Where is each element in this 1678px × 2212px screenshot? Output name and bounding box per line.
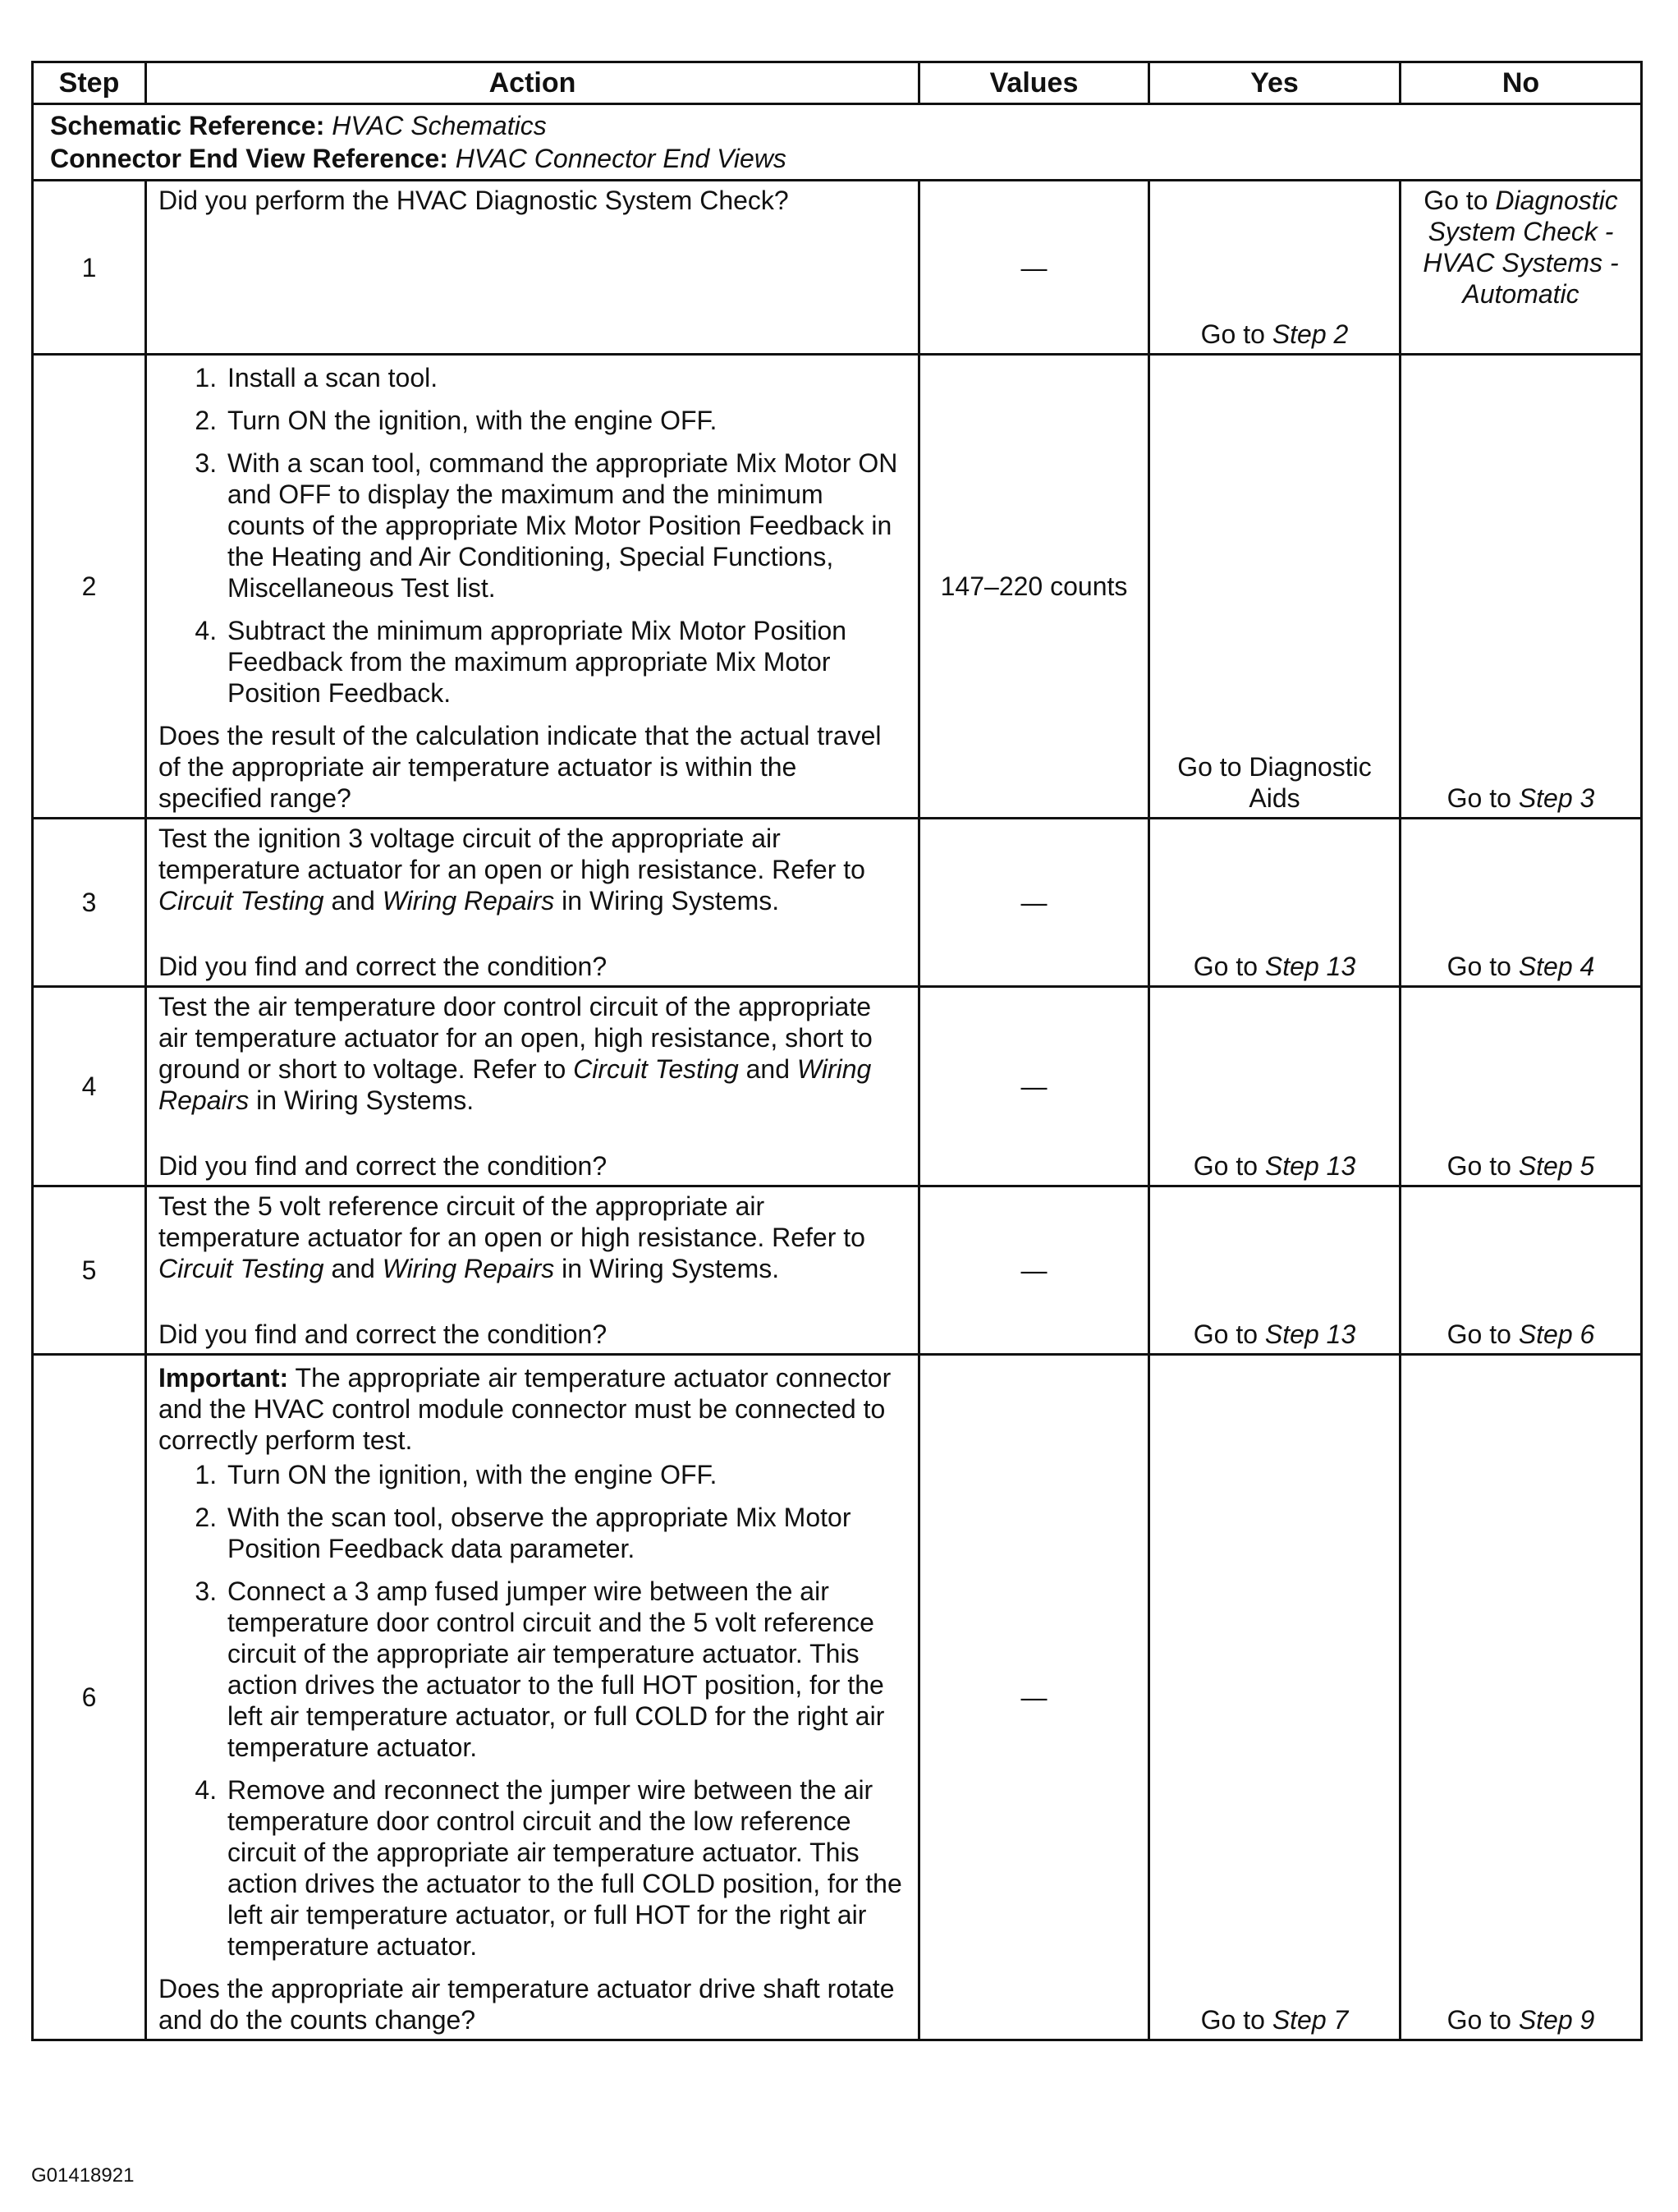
step-number: 6 xyxy=(33,1355,146,2040)
reference-row xyxy=(33,104,1642,181)
value-cell: — xyxy=(919,181,1149,355)
yes-cell: Go to Step 13 xyxy=(1149,987,1401,1186)
connector-reference: Connector End View Reference: HVAC Connector End Views xyxy=(50,144,786,173)
important-note: Important: The appropriate air temperature actuator connector and the HVAC control module connector must be connected to correctly perform test. xyxy=(158,1363,892,1455)
instruction-list xyxy=(158,362,906,709)
header-values: Values xyxy=(919,62,1149,104)
step-number: 5 xyxy=(33,1186,146,1355)
no-cell: Go to Diagnostic System Check - HVAC Systems - Automatic xyxy=(1401,181,1642,355)
list-item: 3. With a scan tool, command the appropriate Mix Motor ON and OFF to display the maximum and the minimum counts of the appropriate Mix Motor Position Feedback in the Heating and Air Conditioning, Special Functions, Miscellaneous Test list. xyxy=(224,447,906,603)
list-item: 2. With the scan tool, observe the appropriate Mix Motor Position Feedback data parameter. xyxy=(224,1502,906,1564)
list-item: 3. Connect a 3 amp fused jumper wire between the air temperature door control circuit and the 5 volt reference circuit of the appropriate air temperature actuator. This action drives the actuator to the full HOT position, for the left air temperature actuator, or full COLD for the right air temperature actuator. xyxy=(224,1576,906,1763)
table-row-step-6 xyxy=(33,1355,1642,2040)
figure-code: G01418921 xyxy=(31,2164,135,2187)
table-row-step-3 xyxy=(33,819,1642,987)
yes-cell: Go to Step 13 xyxy=(1149,819,1401,987)
action-cell xyxy=(146,1355,919,2040)
value-cell: 147–220 counts xyxy=(919,355,1149,819)
schematic-reference: Schematic Reference: HVAC Schematics xyxy=(50,111,547,140)
no-cell: Go to Step 3 xyxy=(1401,355,1642,819)
step-number: 4 xyxy=(33,987,146,1186)
step-number: 2 xyxy=(33,355,146,819)
yes-cell: Go to Step 2 xyxy=(1149,181,1401,355)
action-cell: Test the ignition 3 voltage circuit of the appropriate air temperature actuator for an open or high resistance. Refer to Circuit Testing and Wiring Repairs in Wiring Systems. Did you find and correct the condition? xyxy=(146,819,919,987)
question: Did you find and correct the condition? xyxy=(158,1319,607,1349)
header-action: Action xyxy=(146,62,919,104)
question: Did you find and correct the condition? xyxy=(158,1151,607,1181)
question: Does the appropriate air temperature actuator drive shaft rotate and do the counts change? xyxy=(158,1974,895,2035)
diagnostic-table xyxy=(31,61,1643,2041)
list-item: 1. Turn ON the ignition, with the engine OFF. xyxy=(224,1459,906,1490)
no-cell: Go to Step 5 xyxy=(1401,987,1642,1186)
question: Does the result of the calculation indicate that the actual travel of the appropriate air temperature actuator is within the specified range? xyxy=(158,721,882,813)
value-cell: — xyxy=(919,819,1149,987)
table-row-step-5 xyxy=(33,1186,1642,1355)
list-item: 2. Turn ON the ignition, with the engine OFF. xyxy=(224,405,906,436)
no-cell: Go to Step 6 xyxy=(1401,1186,1642,1355)
value-cell: — xyxy=(919,1186,1149,1355)
table-row-step-1 xyxy=(33,181,1642,355)
list-item: 1. Install a scan tool. xyxy=(224,362,906,393)
header-no: No xyxy=(1401,62,1642,104)
table-row-step-4 xyxy=(33,987,1642,1186)
value-cell: — xyxy=(919,987,1149,1186)
no-cell: Go to Step 9 xyxy=(1401,1355,1642,2040)
header-yes: Yes xyxy=(1149,62,1401,104)
list-item: 4. Subtract the minimum appropriate Mix Motor Position Feedback from the maximum appropriate Mix Motor Position Feedback. xyxy=(224,615,906,709)
table-row-step-2 xyxy=(33,355,1642,819)
step-number: 3 xyxy=(33,819,146,987)
reference-cell xyxy=(33,104,1642,181)
yes-cell: Go to Diagnostic Aids xyxy=(1149,355,1401,819)
no-cell: Go to Step 4 xyxy=(1401,819,1642,987)
step-number: 1 xyxy=(33,181,146,355)
action-cell: Did you perform the HVAC Diagnostic System Check? xyxy=(146,181,919,355)
yes-cell: Go to Step 7 xyxy=(1149,1355,1401,2040)
header-row xyxy=(33,62,1642,104)
action-cell: Test the 5 volt reference circuit of the appropriate air temperature actuator for an open or high resistance. Refer to Circuit Testing and Wiring Repairs in Wiring Systems. Did you find and correct the condition? xyxy=(146,1186,919,1355)
yes-cell: Go to Step 13 xyxy=(1149,1186,1401,1355)
list-item: 4. Remove and reconnect the jumper wire between the air temperature door control circuit and the low reference circuit of the appropriate air temperature actuator. This action drives the actuator to the full COLD position, for the left air temperature actuator, or full HOT for the right air temperature actuator. xyxy=(224,1774,906,1962)
header-step: Step xyxy=(33,62,146,104)
value-cell: — xyxy=(919,1355,1149,2040)
question: Did you find and correct the condition? xyxy=(158,952,607,981)
instruction-list xyxy=(158,1459,906,1962)
action-cell xyxy=(146,355,919,819)
action-cell: Test the air temperature door control circuit of the appropriate air temperature actuator for an open, high resistance, short to ground or short to voltage. Refer to Circuit Testing and Wiring Repairs in Wiring Systems. Did you find and correct the condition? xyxy=(146,987,919,1186)
